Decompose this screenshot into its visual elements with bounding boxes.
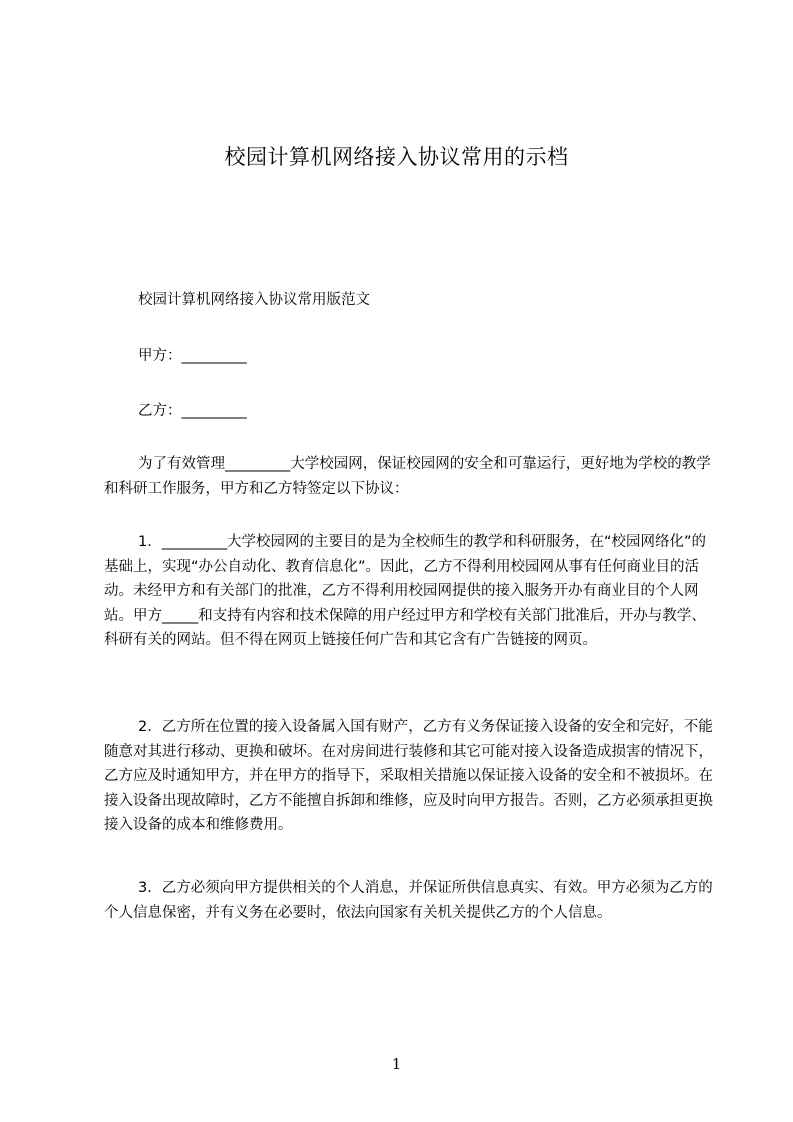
party-a-line: 甲方：_________ xyxy=(138,348,247,364)
clause-1: 1．_________大学校园网的主要目的是为全校师生的教学和科研服务，在“校园网络化”的基础上，实现“办公自动化、教育信息化”。因此，乙方不得利用校园网从事有任何商业目的活动。未经甲方和有关部门的批准，乙方不得利用校园网提供的接入服务开办有商业目的个人网站。甲方_____和支持有内容和技术保障的用户经过甲方和学校有关部门批准后，开办与教学、科研有关的网站。但不得在网页上链接任何广告和其它含有广告链接的网页。 xyxy=(104,534,706,648)
party-b-line: 乙方：_________ xyxy=(138,403,247,419)
clause-3: 3．乙方必须向甲方提供相关的个人消息，并保证所供信息真实、有效。甲方必须为乙方的个人信息保密，并有义务在必要时，依法向国家有关机关提供乙方的个人信息。 xyxy=(104,880,713,921)
document-title: 校园计算机网络接入协议常用的示档 xyxy=(224,145,569,169)
clause-2: 2．乙方所在位置的接入设备属入国有财产，乙方有义务保证接入设备的安全和完好，不能随意对其进行移动、更换和破坏。在对房间进行装修和其它可能对接入设备造成损害的情况下，乙方应及时通知甲方，并在甲方的指导下，采取相关措施以保证接入设备的安全和不被损坏。在接入设备出现故障时，乙方不能擅自拆卸和维修，应及时向甲方报告。否则，乙方必须承担更换接入设备的成本和维修费用。 xyxy=(104,719,713,833)
intro-paragraph: 为了有效管理_________大学校园网，保证校园网的安全和可靠运行，更好地为学校的教学和科研工作服务，甲方和乙方特签定以下协议： xyxy=(104,456,711,497)
page-number: 1 xyxy=(391,1055,402,1073)
document-subtitle: 校园计算机网络接入协议常用版范文 xyxy=(138,292,370,308)
